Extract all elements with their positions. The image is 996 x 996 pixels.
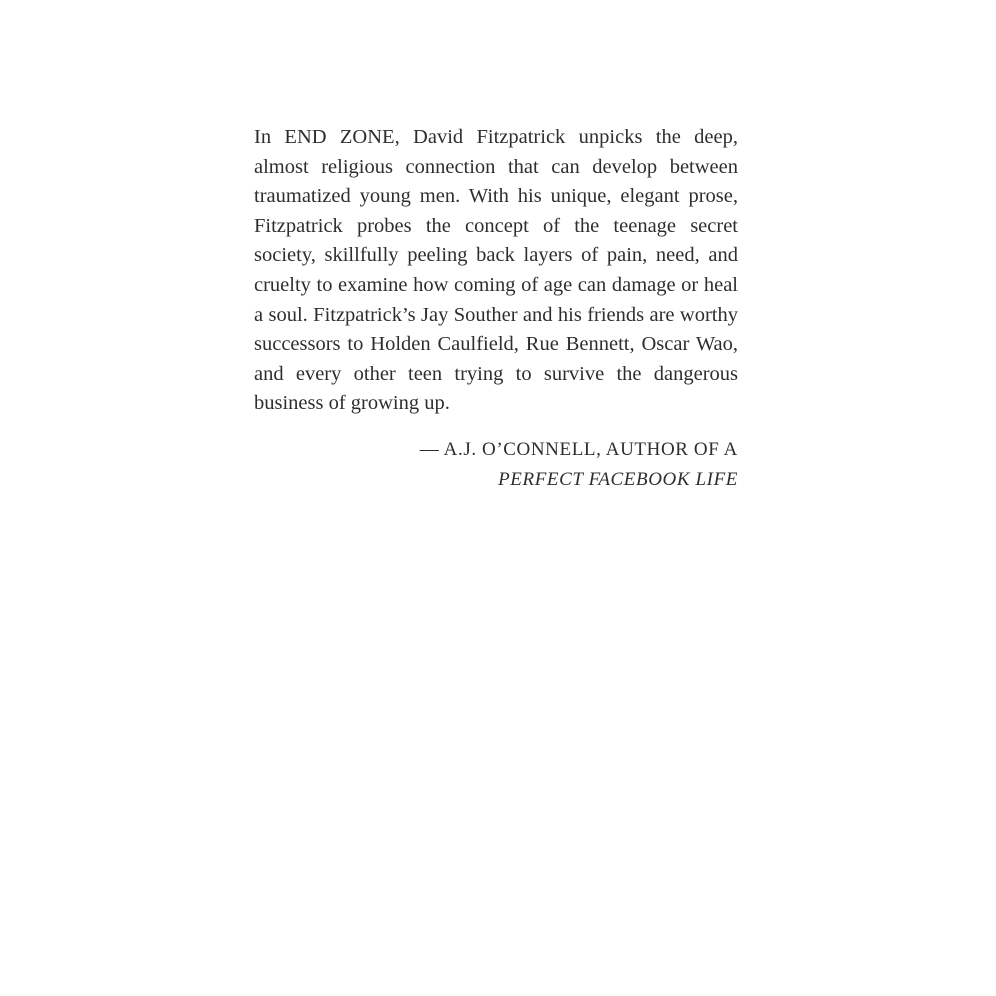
blurb-quote: In END ZONE, David Fitzpatrick unpicks the deep, almost religious connection that can develop between traumatized young men. With his unique, elegant prose, Fitzpatrick probes the concept of the teenage secret society, skillfully peeling back layers of pain, need, and cruelty to examine how coming of age can damage or heal a soul. Fitzpatrick’s Jay Souther and his friends are worthy successors to Holden Caulfield, Rue Bennett, Oscar Wao, and every other teen trying to survive the dangerous business of growing up.	[254, 126, 738, 415]
attribution	[318, 435, 738, 495]
attribution-book-title: PERFECT FACEBOOK LIFE	[498, 469, 738, 490]
attribution-author: — A.J. O’CONNELL, AUTHOR OF A	[419, 439, 738, 460]
